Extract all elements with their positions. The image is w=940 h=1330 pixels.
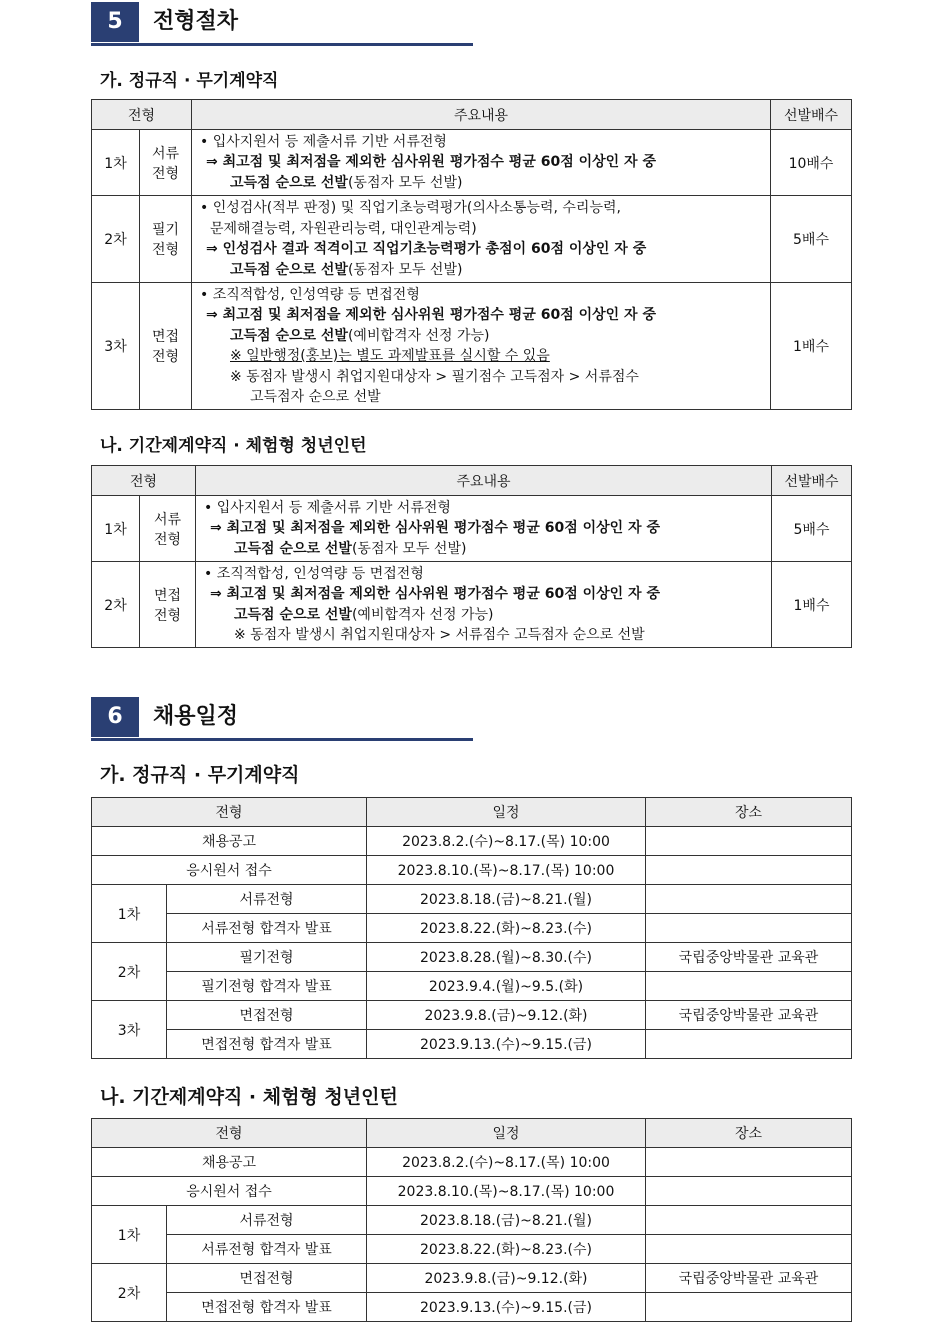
stage-cell: 1차	[92, 885, 167, 943]
step-place	[646, 1177, 852, 1206]
ratio-cell: 5배수	[771, 196, 852, 283]
header-ratio: 선발배수	[772, 466, 852, 496]
ratio-cell: 1배수	[771, 283, 852, 410]
ratio-cell: 5배수	[772, 496, 852, 562]
table-row	[92, 914, 852, 943]
header-type: 전형	[92, 798, 367, 827]
table-row	[92, 196, 852, 283]
stage-cell: 1차	[92, 1206, 167, 1264]
bullet-text: • 입사지원서 등 제출서류 기반 서류전형	[204, 499, 451, 516]
step-place	[646, 914, 852, 943]
table-row	[92, 1293, 852, 1322]
header-place: 장소	[646, 1119, 852, 1148]
arrow-text: ⇒ 최고점 및 최저점을 제외한 심사위원 평가점수 평균 60점 이상인 자 중	[210, 586, 660, 602]
subsection-title: 가. 정규직 · 무기계약직	[100, 71, 279, 91]
table-row	[92, 856, 852, 885]
bullet-text: • 인성검사(적부 판정) 및 직업기초능력평가(의사소통능력, 수리능력,	[200, 200, 621, 216]
recruitment-schedule-table-b	[91, 1118, 852, 1322]
step-label: 서류전형 합격자 발표	[167, 1235, 367, 1264]
stage-cell: 3차	[92, 283, 140, 410]
table-row	[92, 496, 852, 562]
step-place	[646, 1206, 852, 1235]
step-date: 2023.8.10.(목)~8.17.(목) 10:00	[367, 1177, 646, 1206]
note-text: ※ 동점자 발생시 취업지원대상자 > 서류점수 고득점자 순으로 선발	[234, 627, 645, 643]
step-place	[646, 885, 852, 914]
step-date: 2023.8.10.(목)~8.17.(목) 10:00	[367, 856, 646, 885]
step-place	[646, 1148, 852, 1177]
step-date: 2023.9.13.(수)~9.15.(금)	[367, 1030, 646, 1059]
table-row	[92, 827, 852, 856]
step-date: 2023.9.8.(금)~9.12.(화)	[367, 1001, 646, 1030]
step-label: 필기전형	[167, 943, 367, 972]
subsection-title: 나. 기간제계약직 · 체험형 청년인턴	[100, 436, 367, 456]
step-date: 2023.9.13.(수)~9.15.(금)	[367, 1293, 646, 1322]
table-row	[92, 130, 852, 196]
cont-bold: 고득점 순으로 선발	[234, 606, 352, 623]
header-content: 주요내용	[196, 466, 772, 496]
note-text: ※ 일반행정(홍보)는 별도 과제발표를 실시할 수 있음	[230, 348, 550, 364]
table-row	[92, 1235, 852, 1264]
content-cell	[192, 130, 771, 196]
table-row	[92, 943, 852, 972]
step-date: 2023.9.4.(월)~9.5.(화)	[367, 972, 646, 1001]
arrow-text: ⇒ 최고점 및 최저점을 제외한 심사위원 평가점수 평균 60점 이상인 자 중	[210, 520, 660, 537]
subsection-title: 나. 기간제계약직 · 체험형 청년인턴	[100, 1086, 398, 1108]
header-place: 장소	[646, 798, 852, 827]
section-6-header	[91, 697, 473, 741]
bullet-text: • 입사지원서 등 제출서류 기반 서류전형	[200, 133, 447, 150]
table-row	[92, 1264, 852, 1293]
step-label: 필기전형 합격자 발표	[167, 972, 367, 1001]
step-label: 채용공고	[92, 827, 367, 856]
step-label: 서류전형	[167, 885, 367, 914]
ratio-cell: 1배수	[772, 562, 852, 648]
selection-procedure-table-a	[91, 99, 852, 410]
subsection-title: 가. 정규직 · 무기계약직	[100, 764, 300, 786]
step-date: 2023.8.2.(수)~8.17.(목) 10:00	[367, 827, 646, 856]
step-date: 2023.8.18.(금)~8.21.(월)	[367, 1206, 646, 1235]
type-cell: 서류 전형	[140, 496, 196, 562]
cont-rest: (동점자 모두 선발)	[347, 174, 463, 191]
table-row	[92, 1001, 852, 1030]
table-row	[92, 1148, 852, 1177]
step-date: 2023.8.22.(화)~8.23.(수)	[367, 914, 646, 943]
cont-bold: 고득점 순으로 선발	[230, 261, 348, 278]
arrow-text: ⇒ 최고점 및 최저점을 제외한 심사위원 평가점수 평균 60점 이상인 자 중	[206, 307, 656, 323]
arrow-text: ⇒ 인성검사 결과 적격이고 직업기초능력평가 총점이 60점 이상인 자 중	[206, 241, 647, 257]
header-type: 전형	[92, 1119, 367, 1148]
type-cell: 면접 전형	[140, 283, 192, 410]
cont-bold: 고득점 순으로 선발	[230, 327, 348, 344]
step-label: 채용공고	[92, 1148, 367, 1177]
type-cell: 필기 전형	[140, 196, 192, 283]
header-content: 주요내용	[192, 100, 771, 130]
step-date: 2023.9.8.(금)~9.12.(화)	[367, 1264, 646, 1293]
step-label: 면접전형 합격자 발표	[167, 1293, 367, 1322]
recruitment-schedule-table-a	[91, 797, 852, 1059]
step-place: 국립중앙박물관 교육관	[646, 1001, 852, 1030]
table-row	[92, 1206, 852, 1235]
cont-rest: (동점자 모두 선발)	[351, 540, 467, 557]
step-place	[646, 1235, 852, 1264]
content-cell	[196, 496, 772, 562]
arrow-text: ⇒ 최고점 및 최저점을 제외한 심사위원 평가점수 평균 60점 이상인 자 중	[206, 154, 656, 171]
stage-cell: 2차	[92, 1264, 167, 1322]
ratio-cell: 10배수	[771, 130, 852, 196]
step-place: 국립중앙박물관 교육관	[646, 1264, 852, 1293]
stage-cell: 1차	[92, 496, 140, 562]
header-date: 일정	[367, 798, 646, 827]
bullet-text-cont: 문제해결능력, 자원관리능력, 대인관계능력)	[210, 220, 477, 237]
table-row	[92, 972, 852, 1001]
header-ratio: 선발배수	[771, 100, 852, 130]
step-label: 면접전형	[167, 1264, 367, 1293]
table-row	[92, 283, 852, 410]
step-date: 2023.8.28.(월)~8.30.(수)	[367, 943, 646, 972]
content-cell	[192, 283, 771, 410]
step-place	[646, 972, 852, 1001]
cont-rest: (예비합격자 선정 가능)	[347, 327, 490, 344]
cont-bold: 고득점 순으로 선발	[234, 540, 352, 557]
step-label: 응시원서 접수	[92, 856, 367, 885]
cont-rest: (예비합격자 선정 가능)	[351, 606, 494, 623]
step-label: 응시원서 접수	[92, 1177, 367, 1206]
step-label: 면접전형	[167, 1001, 367, 1030]
table-row	[92, 1030, 852, 1059]
step-place: 국립중앙박물관 교육관	[646, 943, 852, 972]
type-cell: 면접 전형	[140, 562, 196, 648]
table-row	[92, 885, 852, 914]
header-type: 전형	[92, 100, 192, 130]
cont-rest: (동점자 모두 선발)	[347, 261, 463, 278]
section-underline	[91, 738, 473, 741]
section-title: 채용일정	[153, 704, 239, 729]
section-number: 5	[91, 2, 139, 42]
step-date: 2023.8.18.(금)~8.21.(월)	[367, 885, 646, 914]
header-type: 전형	[92, 466, 196, 496]
step-label: 면접전형 합격자 발표	[167, 1030, 367, 1059]
section-title: 전형절차	[153, 9, 239, 34]
stage-cell: 3차	[92, 1001, 167, 1059]
section-5-header	[91, 2, 473, 46]
stage-cell: 2차	[92, 562, 140, 648]
bullet-text: • 조직적합성, 인성역량 등 면접전형	[204, 565, 424, 582]
step-date: 2023.8.22.(화)~8.23.(수)	[367, 1235, 646, 1264]
bullet-text: • 조직적합성, 인성역량 등 면접전형	[200, 286, 420, 303]
type-cell: 서류 전형	[140, 130, 192, 196]
cont-bold: 고득점 순으로 선발	[230, 174, 348, 191]
stage-cell: 2차	[92, 196, 140, 283]
step-label: 서류전형 합격자 발표	[167, 914, 367, 943]
step-date: 2023.8.2.(수)~8.17.(목) 10:00	[367, 1148, 646, 1177]
step-place	[646, 856, 852, 885]
selection-procedure-table-b	[91, 465, 852, 648]
table-row	[92, 1177, 852, 1206]
content-cell	[192, 196, 771, 283]
stage-cell: 1차	[92, 130, 140, 196]
content-cell	[196, 562, 772, 648]
section-number: 6	[91, 697, 139, 737]
step-place	[646, 1293, 852, 1322]
step-label: 서류전형	[167, 1206, 367, 1235]
stage-cell: 2차	[92, 943, 167, 1001]
header-date: 일정	[367, 1119, 646, 1148]
step-place	[646, 827, 852, 856]
step-place	[646, 1030, 852, 1059]
note-text-cont: 고득점자 순으로 선발	[250, 389, 381, 405]
note-text: ※ 동점자 발생시 취업지원대상자 > 필기점수 고득점자 > 서류점수	[230, 368, 639, 385]
table-row	[92, 562, 852, 648]
section-underline	[91, 43, 473, 46]
